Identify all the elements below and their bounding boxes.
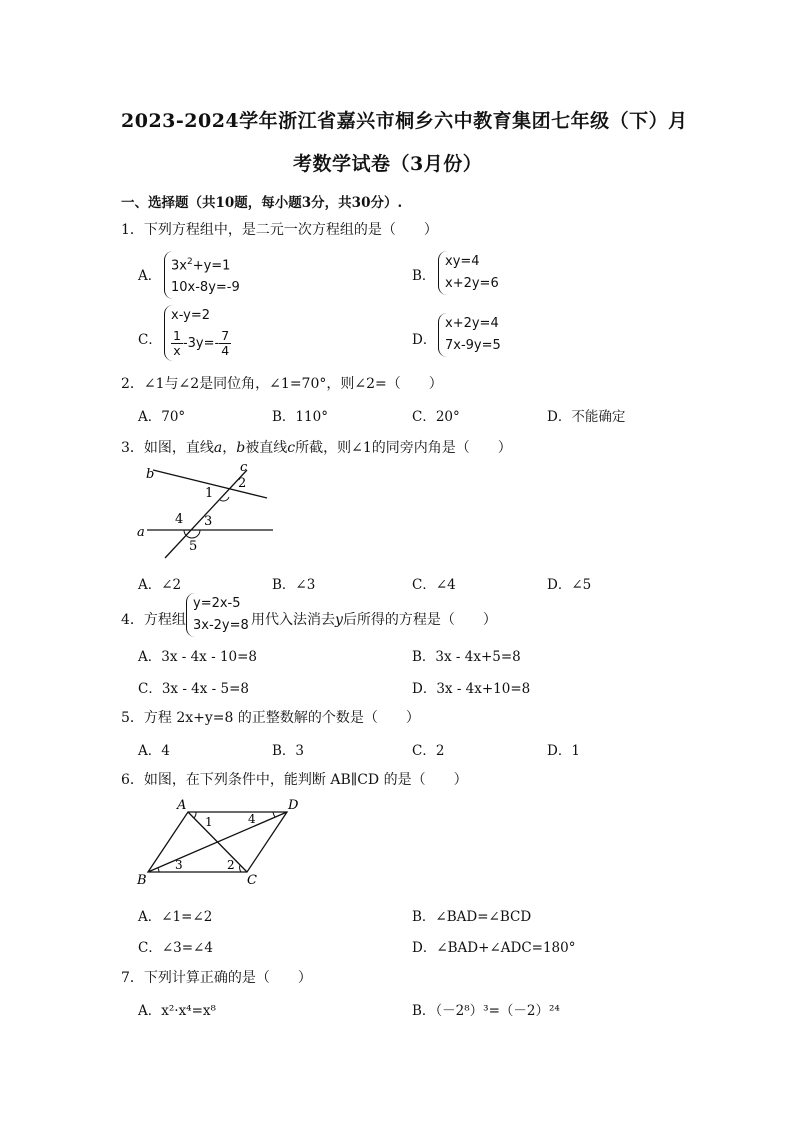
q1-a-eq2: 10x-8y=-9 [171,280,240,296]
angle-label-1: 1 [205,815,213,829]
q1-option-c-system [164,305,231,361]
label-b: b [146,467,155,482]
q3-option-a: A．∠2 [138,577,182,593]
q4-equation-system [186,593,249,637]
question-5-stem: 5．方程 2x+y=8 的正整数解的个数是（ ） [121,710,420,726]
q4-eq2: 3x-2y=8 [193,618,249,633]
q1-option-a-system [164,251,240,299]
angle-arc-1 [194,812,196,818]
vertex-d-label: D [288,798,299,813]
angle-label-5: 5 [189,539,198,554]
vertex-b-label: B [137,873,147,888]
q1-c-eq1: x-y=2 [171,308,211,323]
q4-option-c: C．3x - 4x - 5=8 [138,681,250,697]
q4-eq1: y=2x-5 [193,596,241,611]
q6-option-d: D．∠BAD+∠ADC=180° [412,940,576,956]
q3-figure [135,460,280,565]
angle-arc-5 [184,530,200,538]
question-4-stem-prefix: 4．方程组 [121,612,186,628]
label-a: a [137,525,145,540]
angle-label-3: 3 [204,514,213,529]
vertex-a-label: A [177,798,187,813]
question-3-stem: 3．如图，直线a，b被直线c所截，则∠1的同旁内角是（ ） [121,440,512,456]
q1-c-eq2: $\frac{1}{x}$ -3y=- $\frac{7}{4}$ [173,328,230,358]
diagonal-bd [148,812,287,872]
q1-option-d-system [438,313,501,357]
q1-d-eq2: 7x-9y=5 [445,338,501,353]
question-6-stem: 6．如图，在下列条件中，能判断 AB∥CD 的是（ ） [121,772,468,788]
angle-label-4: 4 [248,812,256,826]
q1-option-d-label: D． [412,332,437,348]
q1-option-c-label: C． [138,332,162,348]
q1-c-frac1: $\frac{1}{x}$ [173,328,181,358]
page-title-line2: 考数学试卷（3月份） [293,153,483,175]
q6-option-c: C．∠3=∠4 [138,940,213,956]
q5-option-a: A．4 [138,743,170,759]
q1-option-b-label: B． [412,268,436,284]
q6-figure [135,795,305,890]
q6-option-b: B．∠BAD=∠BCD [412,909,532,925]
angle-label-4: 4 [175,512,184,527]
q7-option-a: A．x²·x⁴=x⁸ [138,1003,216,1019]
q4-option-d: D．3x - 4x+10=8 [412,681,531,697]
angle-label-2: 2 [227,858,235,872]
q2-option-d: D．不能确定 [547,409,626,425]
vertex-c-label: C [247,873,257,888]
q5-option-c: C．2 [412,743,445,759]
q6-option-a: A．∠1=∠2 [138,909,213,925]
q4-option-a: A．3x - 4x - 10=8 [138,649,258,665]
q1-option-a-label: A． [138,268,162,284]
q1-b-eq2: x+2y=6 [445,276,499,291]
angle-label-3: 3 [175,858,183,872]
question-2-stem: 2．∠1与∠2是同位角，∠1=70°，则∠2=（ ） [121,376,443,392]
q2-option-b: B．110° [272,409,328,425]
question-4-stem: 用代入法消去y后所得的方程是（ ） [251,612,497,628]
angle-arc-4 [273,812,275,817]
q5-option-b: B．3 [272,743,305,759]
q7-option-b: B．（－2⁸）³=（－2）²⁴ [412,1003,560,1019]
section-header: 一、选择题（共10题，每小题3分，共30分）. [121,195,403,211]
angle-label-2: 2 [238,476,247,491]
label-c: c [240,460,248,475]
q3-option-c: C．∠4 [412,577,456,593]
q5-option-d: D．1 [547,743,580,759]
q3-option-d: D．∠5 [547,577,592,593]
q3-option-b: B．∠3 [272,577,316,593]
q1-c-frac2: $\frac{7}{4}$ [221,328,230,358]
q1-b-eq1: xy=4 [445,254,480,269]
q1-d-eq1: x+2y=4 [445,316,499,331]
page-title: 2023-2024学年浙江省嘉兴市桐乡六中教育集团七年级（下）月 [121,110,688,132]
angle-label-1: 1 [205,486,214,501]
q1-option-b-system [438,251,499,295]
q4-option-b: B．3x - 4x+5=8 [412,649,521,665]
q1-a-eq1: $3x^2+y=1$ [171,257,231,274]
question-7-stem: 7．下列计算正确的是（ ） [121,970,312,986]
question-1-stem: 1．下列方程组中，是二元一次方程组的是（ ） [121,222,438,238]
q2-option-c: C．20° [412,409,460,425]
q2-option-a: A．70° [138,409,186,425]
